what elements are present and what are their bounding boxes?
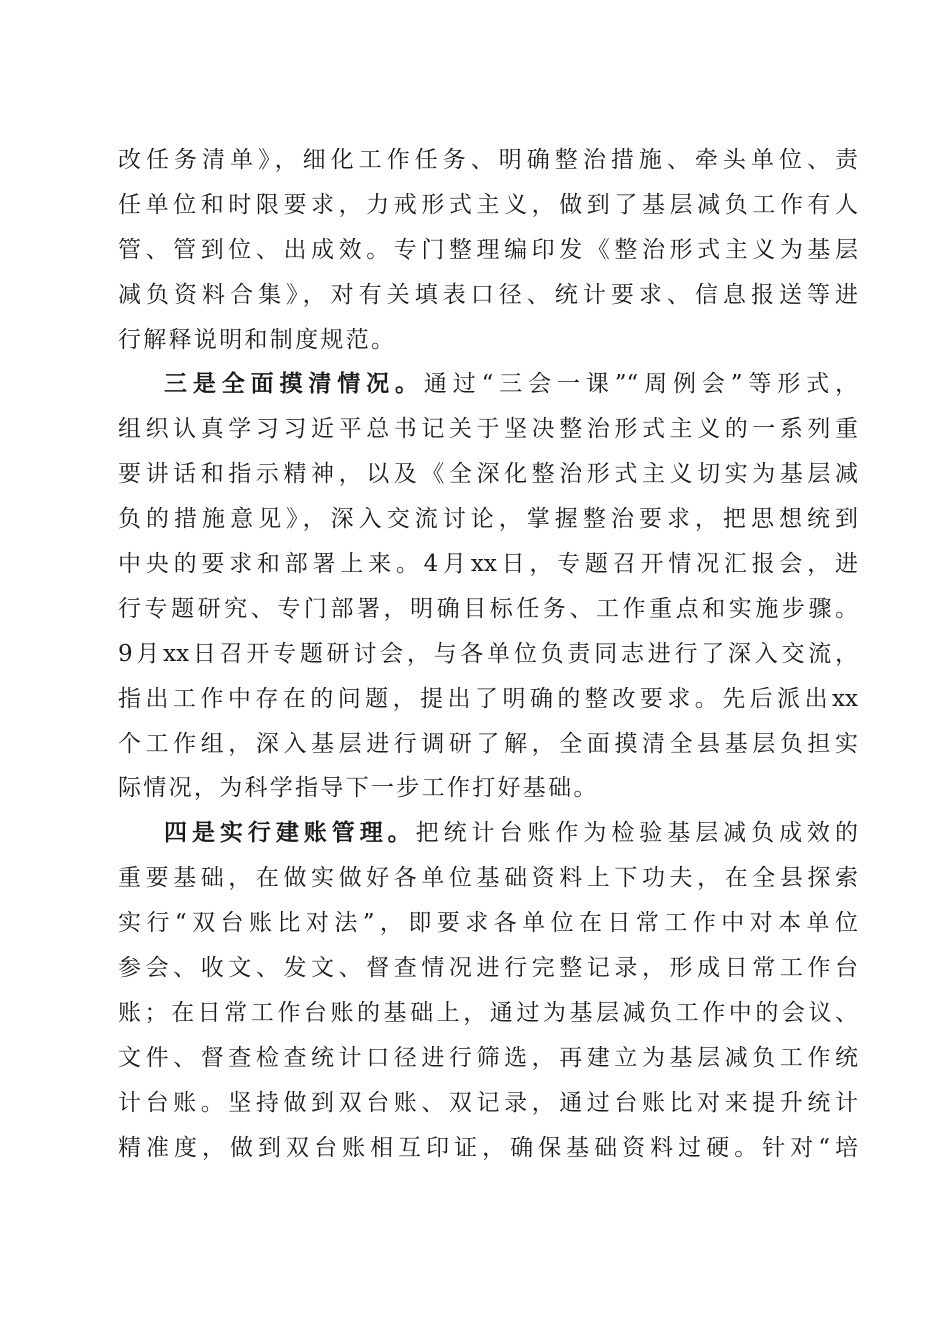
text-line: 参会、收文、发文、督查情况进行完整记录，形成日常工作台 — [118, 955, 858, 982]
paragraph-first-line — [118, 362, 858, 407]
text-span: 通过“三会一课”“周例会”等形式， — [423, 371, 858, 398]
text-line: 文件、督查检查统计口径进行筛选，再建立为基层减负工作统 — [118, 1044, 858, 1071]
paragraph-task-list — [118, 138, 858, 362]
text-line: 账；在日常工作台账的基础上，通过为基层减负工作中的会议、 — [118, 999, 858, 1026]
text-line: 计台账。坚持做到双台账、双记录，通过台账比对来提升统计 — [118, 1089, 858, 1116]
paragraph-survey-situation — [118, 362, 858, 811]
text-line: 指出工作中存在的问题，提出了明确的整改要求。先后派出xx — [118, 685, 858, 712]
paragraph-first-line — [118, 811, 858, 856]
text-line: 中央的要求和部署上来。4月xx日，专题召开情况汇报会，进 — [118, 551, 858, 578]
text-line: 实行“双台账比对法”，即要求各单位在日常工作中对本单位 — [118, 910, 858, 937]
text-line: 组织认真学习习近平总书记关于坚决整治形式主义的一系列重 — [118, 416, 858, 443]
paragraph-heading: 三是全面摸清情况。 — [164, 370, 424, 398]
text-line: 改任务清单》，细化工作任务、明确整治措施、牵头单位、责 — [118, 147, 858, 173]
text-line: 减负资料合集》，对有关填表口径、统计要求、信息报送等进 — [118, 281, 858, 308]
text-span: 把统计台账作为检验基层减负成效的 — [415, 820, 859, 847]
text-line: 行解释说明和制度规范。 — [118, 326, 397, 353]
text-line: 际情况，为科学指导下一步工作打好基础。 — [118, 775, 599, 802]
text-line: 9月xx日召开专题研讨会，与各单位负责同志进行了深入交流， — [118, 640, 858, 667]
paragraph-ledger-management — [118, 811, 858, 1170]
text-line: 精准度，做到双台账相互印证，确保基础资料过硬。针对“培 — [118, 1134, 858, 1161]
text-line: 负的措施意见》，深入交流讨论，掌握整治要求，把思想统到 — [118, 506, 858, 533]
text-line: 要讲话和指示精神，以及《全深化整治形式主义切实为基层减 — [118, 461, 858, 488]
text-line: 行专题研究、专门部署，明确目标任务、工作重点和实施步骤。 — [118, 595, 858, 622]
text-line: 个工作组，深入基层进行调研了解，全面摸清全县基层负担实 — [118, 730, 858, 757]
text-line: 重要基础，在做实做好各单位基础资料上下功夫，在全县探索 — [118, 865, 858, 892]
text-line: 任单位和时限要求，力戒形式主义，做到了基层减负工作有人 — [118, 191, 858, 218]
text-line: 管、管到位、出成效。专门整理编印发《整治形式主义为基层 — [118, 236, 858, 263]
document-body — [118, 138, 858, 1170]
paragraph-heading: 四是实行建账管理。 — [164, 819, 416, 847]
